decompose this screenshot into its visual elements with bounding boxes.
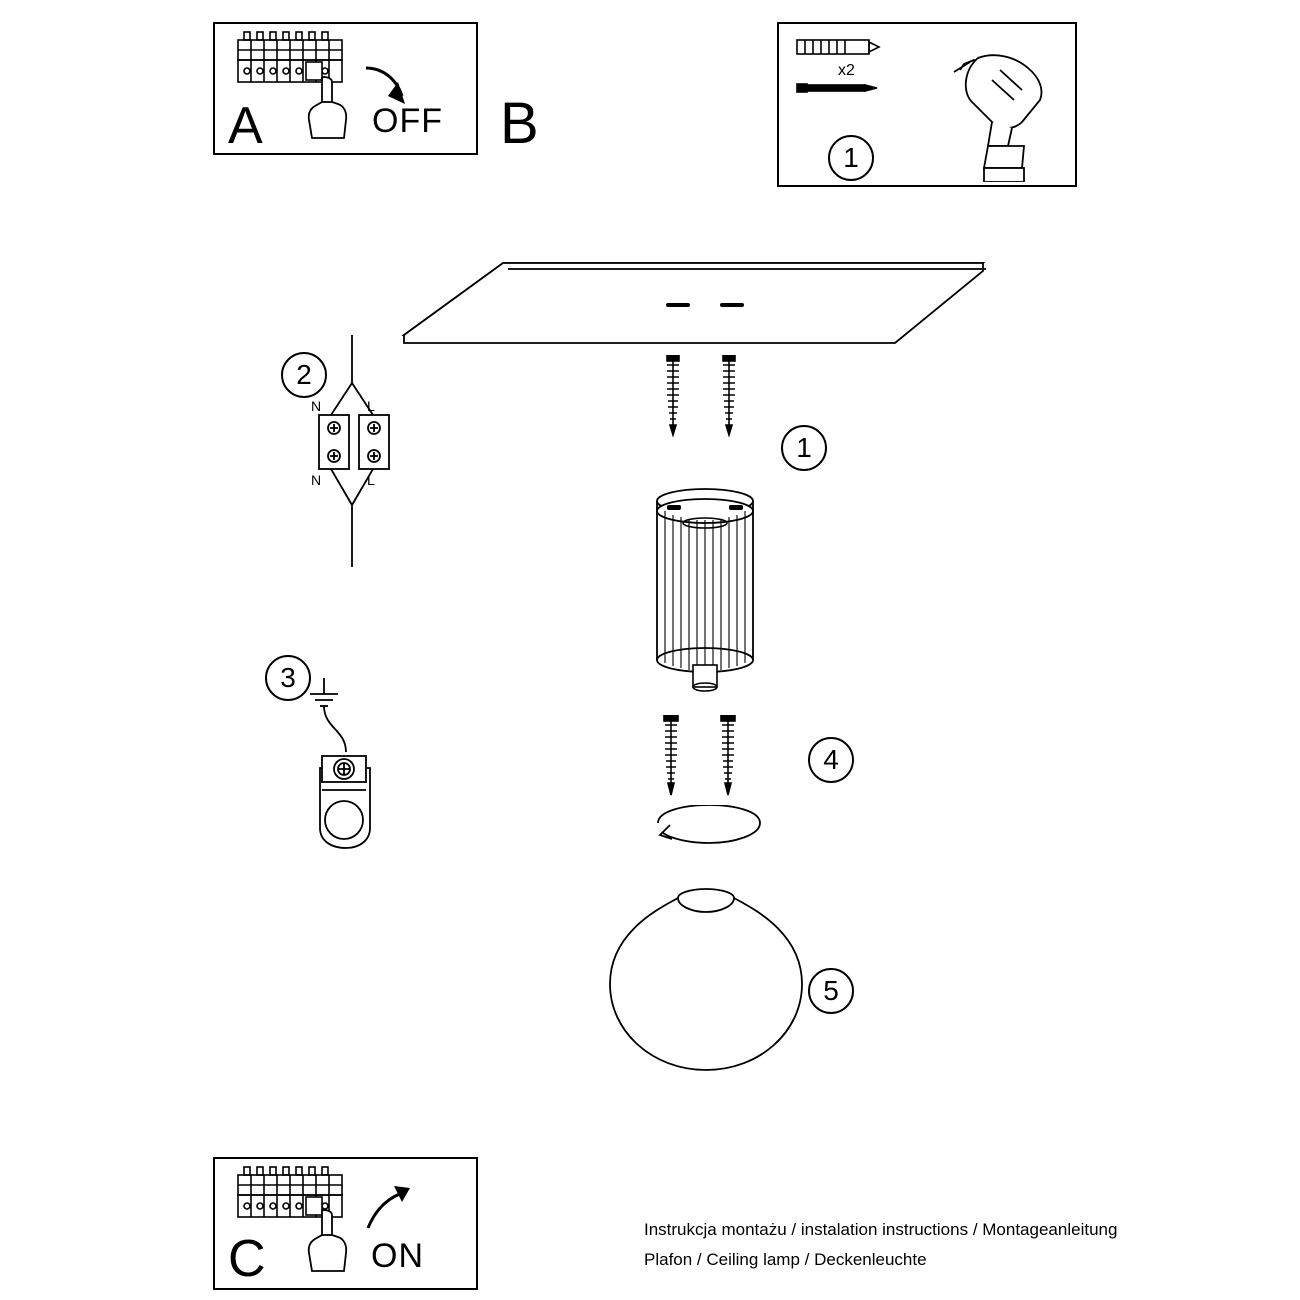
footer-text (644, 1215, 1117, 1275)
label-on: ON (371, 1237, 424, 1275)
base-screw-left (660, 715, 682, 803)
svg-text:L: L (367, 398, 375, 414)
hand-icon-a (300, 72, 360, 146)
terminal-block-diagram (305, 335, 405, 570)
lamp-base-cylinder (645, 485, 765, 700)
footer-line-1: Instrukcja montażu / instalation instructions / Montageanleitung (644, 1220, 1118, 1239)
svg-text:L: L (367, 472, 375, 488)
wall-plug-icon (795, 36, 881, 58)
step-letter-a: A (228, 97, 263, 155)
callout-earth-clamp: 3 (265, 655, 311, 701)
rotate-arrow-icon (650, 805, 768, 855)
screw-icon (795, 80, 881, 96)
earth-clamp-diagram (300, 668, 390, 858)
svg-text:N: N (311, 472, 322, 488)
label-off: OFF (372, 102, 443, 140)
ceiling-screw-right (718, 355, 740, 445)
callout-globe-shade: 5 (808, 968, 854, 1014)
callout-terminal-block: 2 (281, 352, 327, 398)
globe-shade (600, 880, 812, 1075)
ceiling-plate (398, 255, 998, 350)
wall-plug-quantity: x2 (838, 62, 855, 79)
footer-line-2: Plafon / Ceiling lamp / Deckenleuchte (644, 1249, 927, 1269)
svg-text:N: N (311, 398, 322, 414)
arrow-up-c (358, 1182, 412, 1234)
hand-icon-c (300, 1205, 360, 1279)
callout-drill-panel: 1 (828, 135, 874, 181)
callout-ceiling-screws: 1 (781, 425, 827, 471)
base-screw-right (717, 715, 739, 803)
step-letter-c: C (228, 1230, 266, 1288)
callout-base-screws: 4 (808, 737, 854, 783)
power-drill-icon (948, 42, 1060, 182)
step-letter-b: B (500, 91, 539, 156)
ceiling-screw-left (662, 355, 684, 445)
